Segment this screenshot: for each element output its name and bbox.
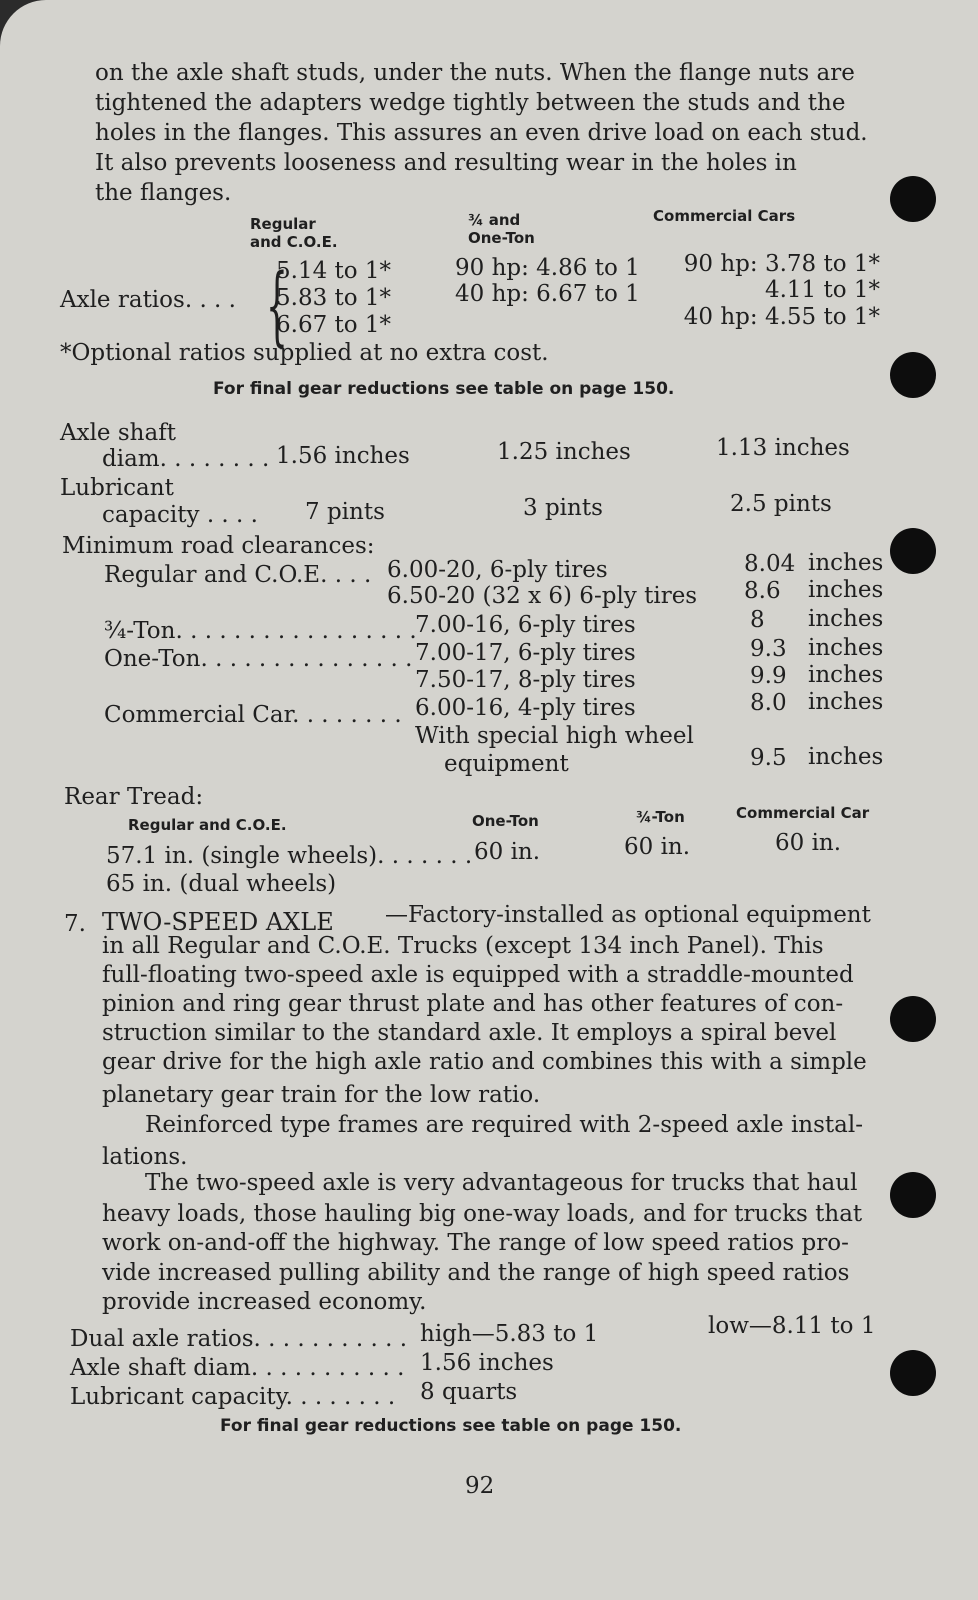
shaft-value: 1.13 inches [716,435,850,461]
section-line: planetary gear train for the low ratio. [102,1082,541,1108]
spec-extra: low—8.11 to 1 [708,1313,876,1339]
clearance-special-2: equipment [444,751,569,777]
clearance-unit: inches [808,606,884,632]
binder-hole [890,1172,936,1218]
clearance-value: 8.0 [750,690,787,716]
para3-line: provide increased economy. [102,1289,427,1315]
tread-single: 57.1 in. (single wheels). . . . . . . [106,843,473,869]
shaft-value: 1.56 inches [276,443,410,469]
ratio-commercial: 40 hp: 4.55 to 1* [683,304,880,330]
clearance-heading: Minimum road clearances: [62,533,375,559]
para3-line: heavy loads, those hauling big one-way loads, and for trucks that [102,1201,863,1227]
clearance-value: 8.6 [744,578,781,604]
shaft-label: Axle shaft [60,420,176,446]
binder-hole [890,1350,936,1396]
ratio-regular: 5.83 to 1* [276,285,392,311]
column-header-one-ton-2: One-Ton [468,229,535,247]
clearance-unit: inches [808,577,884,603]
clearance-label: Commercial Car. . . . . . . . [104,702,402,728]
clearance-value: 9.3 [750,636,787,662]
column-header-regular: Regular [250,215,316,233]
ratio-one-ton: 90 hp: 4.86 to 1 [455,255,640,281]
clearance-unit: inches [808,689,884,715]
spec-label: Dual axle ratios. . . . . . . . . . . [70,1326,408,1352]
section-line: —Factory-installed as optional equipment [385,902,871,928]
clearance-tire: 7.00-16, 6-ply tires [415,612,636,638]
section-number: 7. [64,911,86,937]
page-number: 92 [465,1473,495,1499]
clearance-tire: 6.00-16, 4-ply tires [415,695,636,721]
clearance-value: 8.04 [744,551,796,577]
ratio-commercial: 4.11 to 1* [764,277,880,303]
tread-header: ¾-Ton [636,808,685,826]
section-line: in all Regular and C.O.E. Trucks (except 134 inch Panel). This [102,933,824,959]
intro-line: holes in the flanges. This assures an even drive load on each stud. [95,120,868,146]
tread-header: One-Ton [472,812,539,830]
tread-dual: 65 in. (dual wheels) [106,871,337,897]
lube-label-2: capacity . . . . [102,502,258,528]
clearance-label: ¾-Ton. . . . . . . . . . . . . . . . . [104,618,417,644]
lube-label: Lubricant [60,475,174,501]
intro-line: on the axle shaft studs, under the nuts. When the flange nuts are [95,60,855,86]
spec-label: Lubricant capacity. . . . . . . . [70,1384,396,1410]
para3-line: vide increased pulling ability and the range of high speed ratios [102,1260,850,1286]
shaft-label-2: diam. . . . . . . . [102,446,270,472]
spec-value: 1.56 inches [420,1350,554,1376]
column-header-commercial: Commercial Cars [653,207,796,225]
clearance-value: 8 [750,607,765,633]
clearance-unit: inches [808,744,884,770]
clearance-value: 9.9 [750,663,787,689]
para3-line: The two-speed axle is very advantageous for trucks that haul [145,1170,858,1196]
binder-hole [890,176,936,222]
brace: { [266,256,288,356]
clearance-unit: inches [808,550,884,576]
ratio-one-ton: 40 hp: 6.67 to 1 [455,281,640,307]
column-header-one-ton: ¾ and [468,211,521,229]
ratio-commercial: 90 hp: 3.78 to 1* [683,251,880,277]
footnote: *Optional ratios supplied at no extra cost. [60,340,549,366]
spec-value: 8 quarts [420,1379,518,1405]
section-line: full-floating two-speed axle is equipped with a straddle-mounted [102,962,854,988]
shaft-value: 1.25 inches [497,439,631,465]
spec-label: Axle shaft diam. . . . . . . . . . . [70,1355,405,1381]
para2-line: Reinforced type frames are required with 2-speed axle instal- [145,1112,863,1138]
clearance-tire: 7.00-17, 6-ply tires [415,640,636,666]
clearance-value: 9.5 [750,745,787,771]
clearance-unit: inches [808,635,884,661]
intro-line: It also prevents looseness and resulting wear in the holes in [95,150,797,176]
para2-line: lations. [102,1144,188,1170]
ratio-regular: 6.67 to 1* [276,312,392,338]
tread-header: Regular and C.O.E. [128,816,287,834]
binder-hole [890,996,936,1042]
tread-value: 60 in. [474,839,541,865]
section-title: TWO-SPEED AXLE [102,908,334,936]
section-line: gear drive for the high axle ratio and combines this with a simple [102,1049,867,1075]
gear-reduction-note: For final gear reductions see table on page 150. [213,379,675,399]
clearance-label: Regular and C.O.E. . . . [104,562,372,588]
binder-hole [890,528,936,574]
clearance-unit: inches [808,662,884,688]
final-gear-note: For final gear reductions see table on page 150. [220,1416,682,1436]
clearance-tire: 6.00-20, 6-ply tires [387,557,608,583]
clearance-tire: 6.50-20 (32 x 6) 6-ply tires [387,583,698,609]
section-line: pinion and ring gear thrust plate and has other features of con- [102,991,844,1017]
column-header-regular-2: and C.O.E. [250,233,338,251]
clearance-label: One-Ton. . . . . . . . . . . . . . . [104,646,413,672]
binder-hole [890,352,936,398]
intro-line: tightened the adapters wedge tightly between the studs and the [95,90,846,116]
para3-line: work on-and-off the highway. The range of low speed ratios pro- [102,1230,849,1256]
ratio-regular: 5.14 to 1* [276,258,392,284]
spec-value: high—5.83 to 1 [420,1321,599,1347]
tread-value: 60 in. [624,834,691,860]
tread-heading: Rear Tread: [64,784,204,810]
clearance-special: With special high wheel [415,723,694,749]
section-line: struction similar to the standard axle. It employs a spiral bevel [102,1020,837,1046]
axle-ratios-label: Axle ratios. . . . [60,287,236,313]
clearance-tire: 7.50-17, 8-ply tires [415,667,636,693]
tread-header: Commercial Car [736,804,870,822]
lube-value: 3 pints [523,495,603,521]
lube-value: 2.5 pints [730,491,832,517]
lube-value: 7 pints [305,499,385,525]
intro-line: the flanges. [95,180,232,206]
tread-value: 60 in. [775,830,842,856]
